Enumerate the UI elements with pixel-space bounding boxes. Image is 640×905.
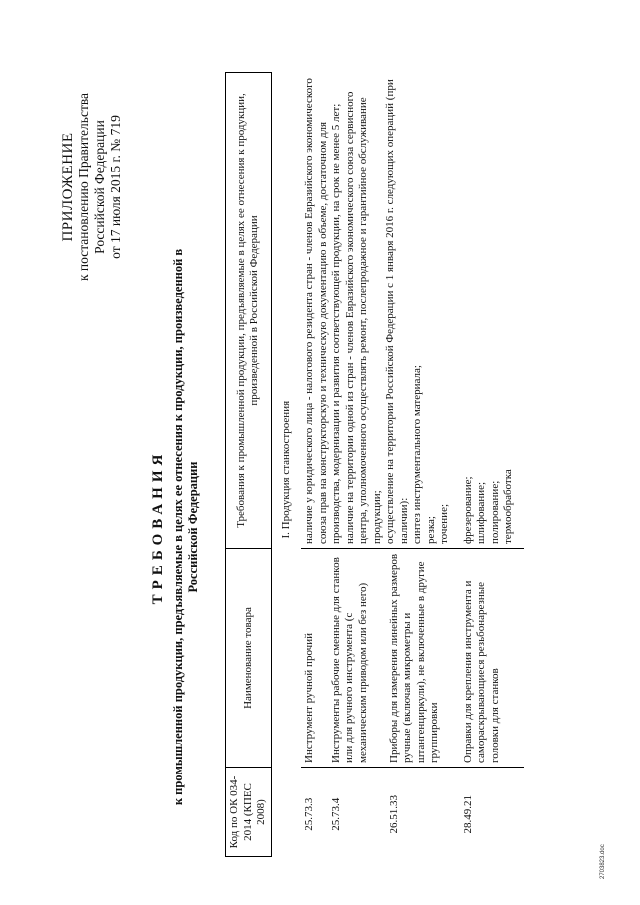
document-subtitle: к промышленной продукции, предъявляемые в целях ее отнесения к продукции, произведенной в Российской Федерации — [171, 248, 200, 806]
requirement-line: фрезерование; — [461, 476, 474, 544]
header-code: Код по ОК 034-2014 (КПЕС 2008) — [226, 768, 272, 857]
appendix-line-1: к постановлению Правительства — [76, 92, 91, 282]
row-code: 26.51.33 — [386, 768, 460, 857]
section-row — [271, 73, 301, 857]
appendix-block — [60, 57, 124, 317]
requirement-line: шлифование; — [475, 481, 487, 544]
row-code: 25.73.3 — [301, 768, 328, 857]
requirement-line: наличие у юридического лица - налогового резидента стран - членов Евразийского экономического союза прав на конструкторскую и техническую документацию в объеме, достаточном для производства, модернизации и развития соответствующей продукции, на срок не менее 5 лет; — [303, 78, 342, 544]
row-code: 28.49.21 — [460, 768, 524, 857]
requirement-line: полирование; — [488, 480, 501, 544]
requirement-line: наличие на территории одной из стран - членов Евразийского экономического союза сервисного центра, уполномоченного осуществлять ремонт, послепродажное и гарантийное обслуживание продукции; — [343, 91, 383, 544]
appendix-line-2: Российской Федерации — [92, 120, 107, 254]
row-requirements — [460, 73, 524, 549]
header-name: Наименование товара — [226, 549, 272, 768]
requirement-line: синтез инструментального материала; — [411, 365, 423, 544]
requirement-line: точение; — [438, 503, 450, 544]
requirement-line: термообработка — [502, 469, 514, 544]
appendix-line-3: от 17 июля 2015 г. № 719 — [108, 115, 123, 259]
row-name: Инструменты рабочие сменные для станков или для ручного инструмента (с механическим приводом или без него) — [328, 549, 386, 768]
document-heading — [150, 227, 201, 827]
header-requirements: Требования к промышленной продукции, предъявляемые в целях ее отнесения к продукции, произведенной в Российской Федерации — [226, 73, 272, 549]
requirement-line: осуществление на территории Российской Федерации с 1 января 2016 г. следующих операций (при наличии): — [384, 79, 410, 544]
appendix-title: ПРИЛОЖЕНИЕ — [60, 132, 76, 242]
table-row — [460, 73, 524, 857]
document-title: ТРЕБОВАНИЯ — [150, 449, 166, 605]
row-name: Приборы для измерения линейных размеров ручные (включая микрометры и штангенциркули), не включенные в другие группировки — [386, 549, 460, 768]
document-file-id: 2703823.doc — [600, 844, 606, 879]
requirement-line: резка; — [424, 516, 437, 544]
row-name: Оправки для крепления инструмента и самораскрывающиеся резьбонарезные головки для станков — [460, 549, 524, 768]
section-title: I. Продукция станкостроения — [279, 400, 292, 539]
row-code: 25.73.4 — [328, 768, 386, 857]
document-page — [30, 17, 610, 887]
requirements-table — [225, 72, 524, 857]
table-row — [301, 73, 328, 857]
row-requirements — [301, 73, 460, 549]
table-header-row — [226, 73, 272, 857]
row-name: Инструмент ручной прочий — [301, 549, 328, 768]
